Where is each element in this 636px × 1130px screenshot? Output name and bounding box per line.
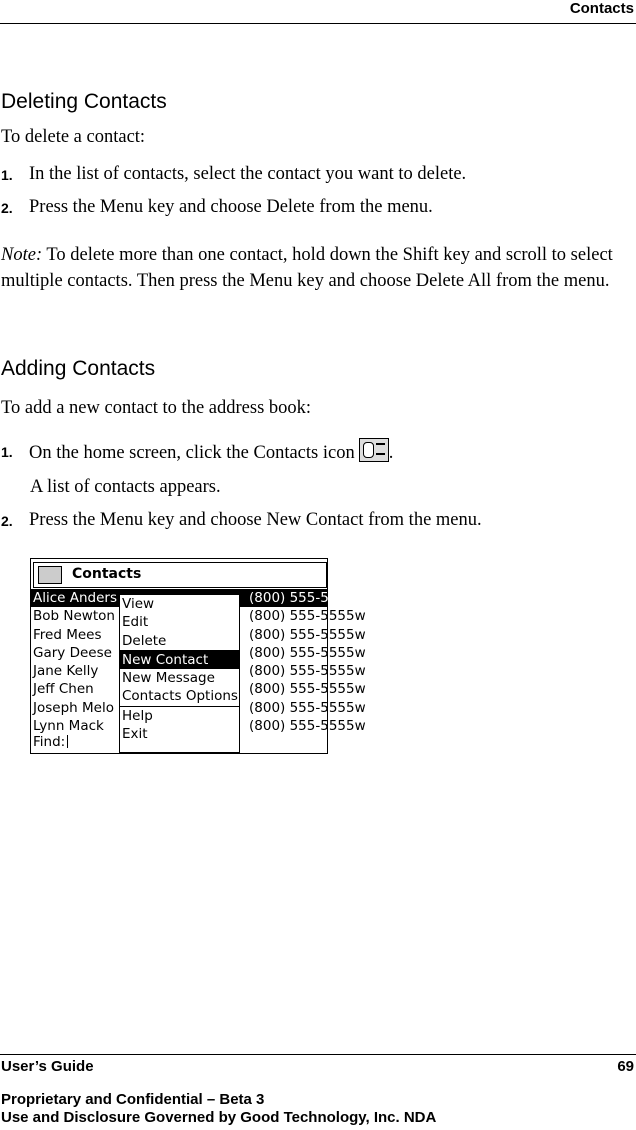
contact-row[interactable]: Joseph Melo (800) 555-5555w	[33, 699, 366, 716]
deleting-intro: To delete a contact:	[1, 127, 146, 147]
menu-item-exit[interactable]: Exit	[122, 726, 148, 743]
step-number: 2.	[1, 513, 13, 529]
find-label: Find:	[33, 734, 66, 750]
device-screenshot	[30, 558, 366, 754]
header-section-title: Contacts	[569, 0, 634, 17]
deleting-heading: Deleting Contacts	[1, 90, 167, 113]
contact-row[interactable]: Jeff Chen (800) 555-5555w	[33, 681, 366, 698]
menu-item-edit[interactable]: Edit	[122, 614, 149, 631]
step-number: 2.	[1, 200, 13, 216]
footer-page-number: 69	[617, 1058, 634, 1075]
header-rule	[0, 23, 636, 24]
menu-item-new-message[interactable]: New Message	[122, 670, 215, 687]
step-text-suffix: .	[388, 443, 394, 463]
menu-item-new-contact[interactable]: New Contact	[120, 651, 239, 669]
text-cursor	[67, 735, 68, 748]
contact-row[interactable]: Gary Deese (800) 555-5555w	[33, 644, 366, 661]
footer-line-2: Use and Disclosure Governed by Good Technology, Inc. NDA	[1, 1109, 437, 1126]
contacts-app-icon	[359, 438, 389, 462]
step-text: Press the Menu key and choose Delete from the menu.	[29, 197, 433, 217]
adding-intro: To add a new contact to the address book:	[1, 398, 312, 418]
step-number: 1.	[1, 167, 13, 183]
contact-row[interactable]: Alice Anders (800) 555-5555w	[33, 590, 366, 606]
menu-item-contacts-options[interactable]: Contacts Options	[122, 688, 238, 705]
footer-line-1: Proprietary and Confidential – Beta 3	[1, 1091, 265, 1108]
step-text: In the list of contacts, select the contact you want to delete.	[29, 164, 467, 184]
note-text: To delete more than one contact, hold down the Shift key and scroll to select multiple contacts. Then press the Menu key and choose Delete All from the menu.	[1, 245, 613, 291]
contact-row[interactable]: Fred Mees (800) 555-5555w	[33, 626, 366, 643]
device-title: Contacts	[72, 566, 142, 582]
contact-row[interactable]: Bob Newton (800) 555-5555w	[33, 608, 366, 625]
device-title-bar	[33, 562, 327, 588]
step-text: On the home screen, click the Contacts icon	[29, 443, 355, 463]
adding-result: A list of contacts appears.	[30, 477, 221, 497]
deleting-note	[1, 242, 631, 294]
step-text: Press the Menu key and choose New Contact from the menu.	[29, 510, 482, 530]
find-field[interactable]	[33, 734, 68, 750]
menu-item-delete[interactable]: Delete	[122, 632, 167, 649]
footer-rule	[0, 1054, 636, 1055]
contacts-icon	[38, 566, 62, 584]
contact-row[interactable]: Lynn Mack (800) 555-5555w	[33, 718, 366, 735]
step-number: 1.	[1, 444, 13, 460]
adding-heading: Adding Contacts	[1, 357, 156, 380]
note-label: Note:	[1, 245, 43, 265]
context-menu	[119, 594, 240, 753]
contact-row[interactable]: Jane Kelly (800) 555-5555w	[33, 663, 366, 680]
menu-item-help[interactable]: Help	[122, 707, 153, 724]
menu-item-view[interactable]: View	[122, 596, 155, 612]
footer-guide: User’s Guide	[1, 1058, 94, 1075]
step-text-wrap	[29, 438, 393, 466]
